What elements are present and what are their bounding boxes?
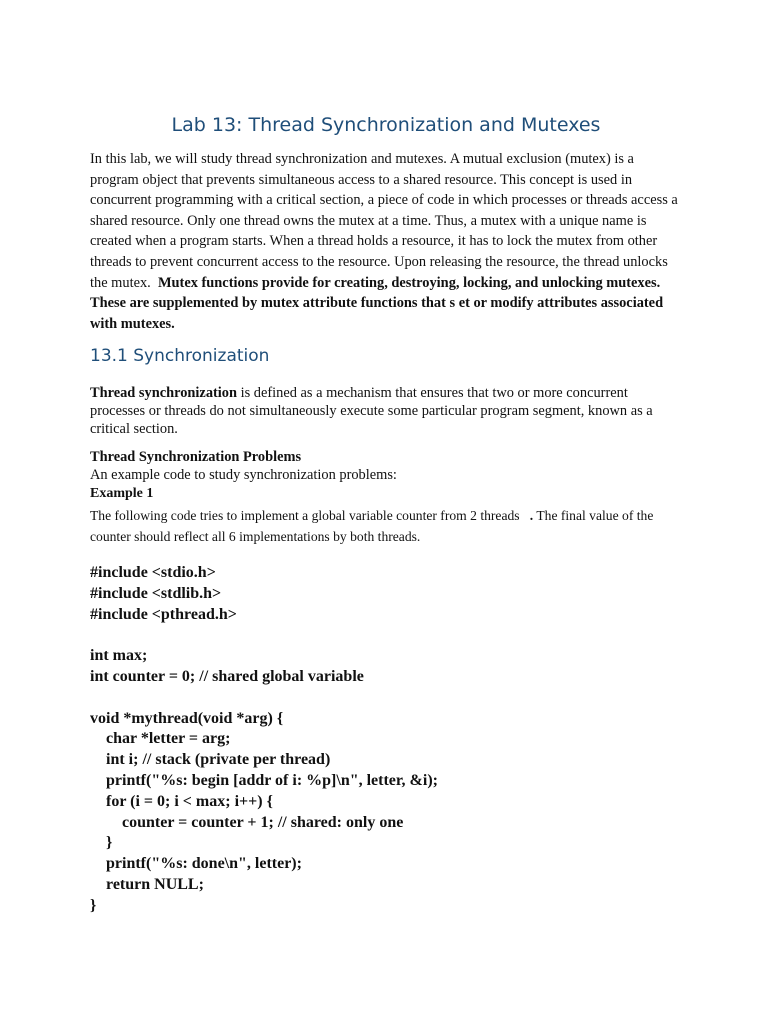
intro-bold-text: Mutex functions provide for creating, destroying, locking, and unlocking mutexes. These are supplemented by mutex attribute functions that s et or modify attributes associated with mutexes. bbox=[90, 274, 664, 332]
synchronization-definition: is defined as a mechanism that ensures that two or more concurrent processes or threads do not simultaneously execute some particular program segment, known as a critical section. bbox=[90, 385, 653, 437]
problems-heading: Thread Synchronization Problems bbox=[90, 449, 302, 465]
page-title: Lab 13: Thread Synchronization and Mutexes bbox=[171, 114, 601, 136]
code-line: #include <stdio.h> bbox=[90, 564, 216, 581]
code-block bbox=[90, 563, 690, 917]
example-dot: . bbox=[529, 508, 534, 523]
code-line: char *letter = arg; bbox=[90, 730, 231, 748]
example-heading: Example 1 bbox=[90, 486, 154, 501]
synchronization-term: Thread synchronization bbox=[90, 385, 237, 401]
synchronization-paragraph bbox=[90, 384, 682, 438]
intro-paragraph bbox=[90, 149, 682, 334]
code-line bbox=[90, 625, 690, 646]
section-heading: 13.1 Synchronization bbox=[90, 346, 270, 366]
problems-text: An example code to study synchronization problems: bbox=[90, 467, 397, 483]
example-text-a: The following code tries to implement a global variable counter from 2 threads bbox=[90, 508, 520, 523]
example-text bbox=[90, 506, 682, 547]
code-line: return NULL; bbox=[90, 875, 204, 893]
code-line: void *mythread(void *arg) { bbox=[90, 709, 284, 727]
code-line: for (i = 0; i < max; i++) { bbox=[90, 792, 273, 810]
code-line bbox=[90, 688, 690, 709]
code-line: int counter = 0; // shared global variable bbox=[90, 667, 364, 685]
intro-text: In this lab, we will study thread synchronization and mutexes. A mutual exclusion (mutex) is a program object that prevents simultaneous access to a shared resource. This concept is used in concurrent programming with a critical section, a piece of code in which processes or threads access a shared resource. Only one thread owns the mutex at a time. Thus, a mutex with a unique name is created when a program starts. When a thread holds a resource, it has to lock the mutex from other threads to prevent concurrent access to the resource. Upon releasing the resource, the thread unlocks the mutex. bbox=[90, 151, 678, 291]
example-text-b: The final value of the counter should reflect all 6 implementations by both threads. bbox=[90, 508, 654, 544]
code-line: } bbox=[90, 896, 97, 914]
code-line: int i; // stack (private per thread) bbox=[90, 751, 331, 769]
code-line: #include <stdlib.h> bbox=[90, 584, 222, 602]
code-line: counter = counter + 1; // shared: only one bbox=[90, 813, 404, 831]
code-line: int max; bbox=[90, 647, 148, 665]
code-line: } bbox=[90, 834, 113, 852]
code-line: #include <pthread.h> bbox=[90, 605, 237, 623]
code-line: printf("%s: begin [addr of i: %p]\n", letter, &i); bbox=[90, 771, 438, 789]
code-line: printf("%s: done\n", letter); bbox=[90, 855, 302, 873]
